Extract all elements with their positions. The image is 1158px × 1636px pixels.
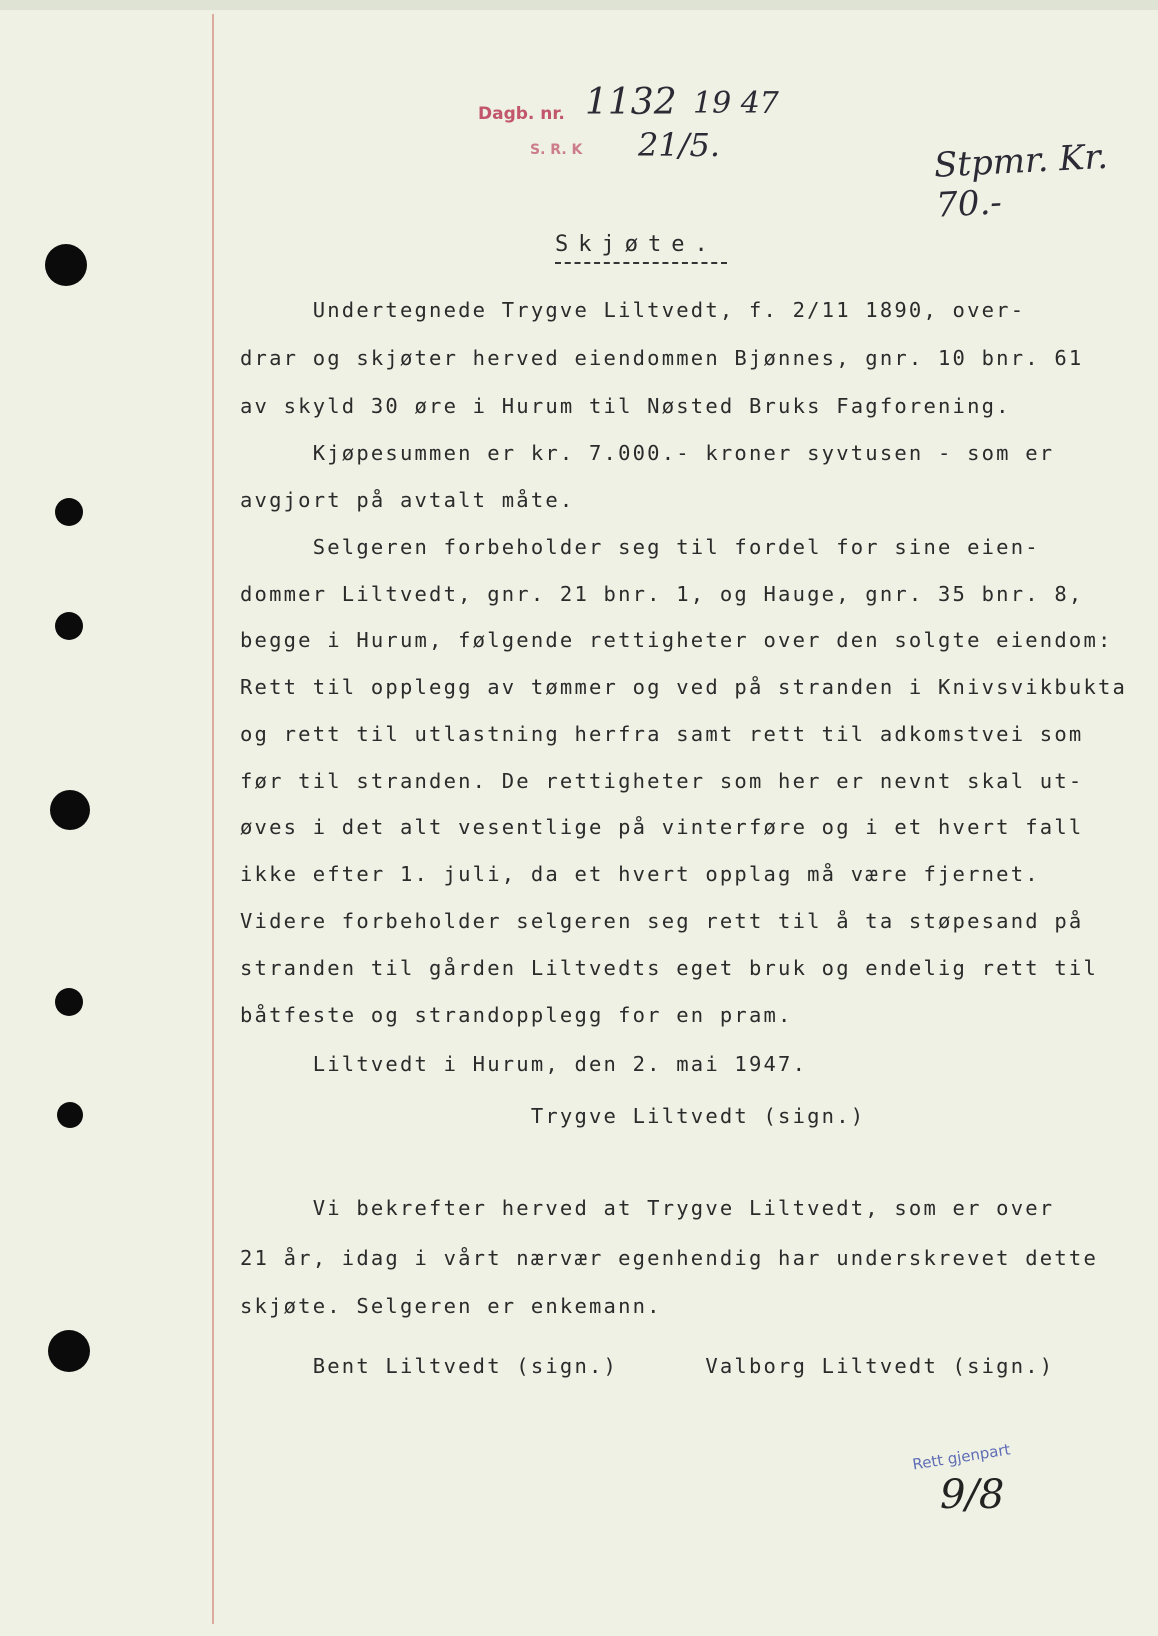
body-line: dommer Liltvedt, gnr. 21 bnr. 1, og Hauge, gnr. 35 bnr. 8, — [240, 582, 1084, 606]
witness-line: 21 år, idag i vårt nærvær egenhendig har underskrevet dette — [240, 1246, 1098, 1270]
witness-signatures: Bent Liltvedt (sign.) Valborg Liltvedt (sign.) — [240, 1354, 1055, 1378]
punch-hole — [55, 498, 83, 526]
journal-year: 19 47 — [693, 86, 779, 121]
margin-line — [212, 14, 214, 1624]
body-line: Videre forbeholder selgeren seg rett til å ta støpesand på — [240, 909, 1084, 933]
journal-stamp-label: Dagb. nr. — [478, 104, 565, 124]
journal-stamp-sub: S. R. K — [530, 142, 583, 158]
body-line: og rett til utlastning herfra samt rett til adkomstvei som — [240, 722, 1084, 746]
journal-number: 1132 — [585, 82, 677, 123]
punch-hole — [57, 1102, 83, 1128]
attest-stamp: Rett gjenpart — [911, 1440, 1012, 1474]
punch-hole — [48, 1330, 90, 1372]
punch-hole — [55, 988, 83, 1016]
place-date-line: Liltvedt i Hurum, den 2. mai 1947. — [240, 1052, 808, 1076]
body-line: begge i Hurum, følgende rettigheter over den solgte eiendom: — [240, 628, 1113, 652]
body-line: Undertegnede Trygve Liltvedt, f. 2/11 1890, over- — [240, 298, 1026, 322]
punch-hole — [45, 244, 87, 286]
body-line: avgjort på avtalt måte. — [240, 488, 575, 512]
punch-hole — [50, 790, 90, 830]
body-line: Rett til opplegg av tømmer og ved på stranden i Knivsvikbukta — [240, 675, 1128, 699]
journal-date: 21/5. — [638, 126, 721, 164]
body-line: Selgeren forbeholder seg til fordel for sine eien- — [240, 535, 1040, 559]
body-line: båtfeste og strandopplegg for en pram. — [240, 1003, 793, 1027]
body-line: stranden til gården Liltvedts eget bruk og endelig rett til — [240, 956, 1098, 980]
punch-hole — [55, 612, 83, 640]
scan-edge — [0, 0, 1158, 10]
witness-line: skjøte. Selgeren er enkemann. — [240, 1294, 662, 1318]
witness-line: Vi bekrefter herved at Trygve Liltvedt, som er over — [240, 1196, 1055, 1220]
stamp-duty-note: Stpmr. Kr. 70.- — [933, 136, 1109, 226]
document-title: Skjøte. — [555, 232, 718, 257]
seller-signature: Trygve Liltvedt (sign.) — [240, 1104, 866, 1128]
title-underline — [555, 262, 727, 264]
body-line: drar og skjøter herved eiendommen Bjønnes, gnr. 10 bnr. 61 — [240, 346, 1084, 370]
body-line: av skyld 30 øre i Hurum til Nøsted Bruks Fagforening. — [240, 394, 1011, 418]
body-line: Kjøpesummen er kr. 7.000.- kroner syvtusen - som er — [240, 441, 1055, 465]
body-line: øves i det alt vesentlige på vinterføre og i et hvert fall — [240, 815, 1084, 839]
handwritten-initials: 9/8 — [940, 1472, 1005, 1518]
body-line: før til stranden. De rettigheter som her er nevnt skal ut- — [240, 769, 1084, 793]
body-line: ikke efter 1. juli, da et hvert opplag må være fjernet. — [240, 862, 1040, 886]
